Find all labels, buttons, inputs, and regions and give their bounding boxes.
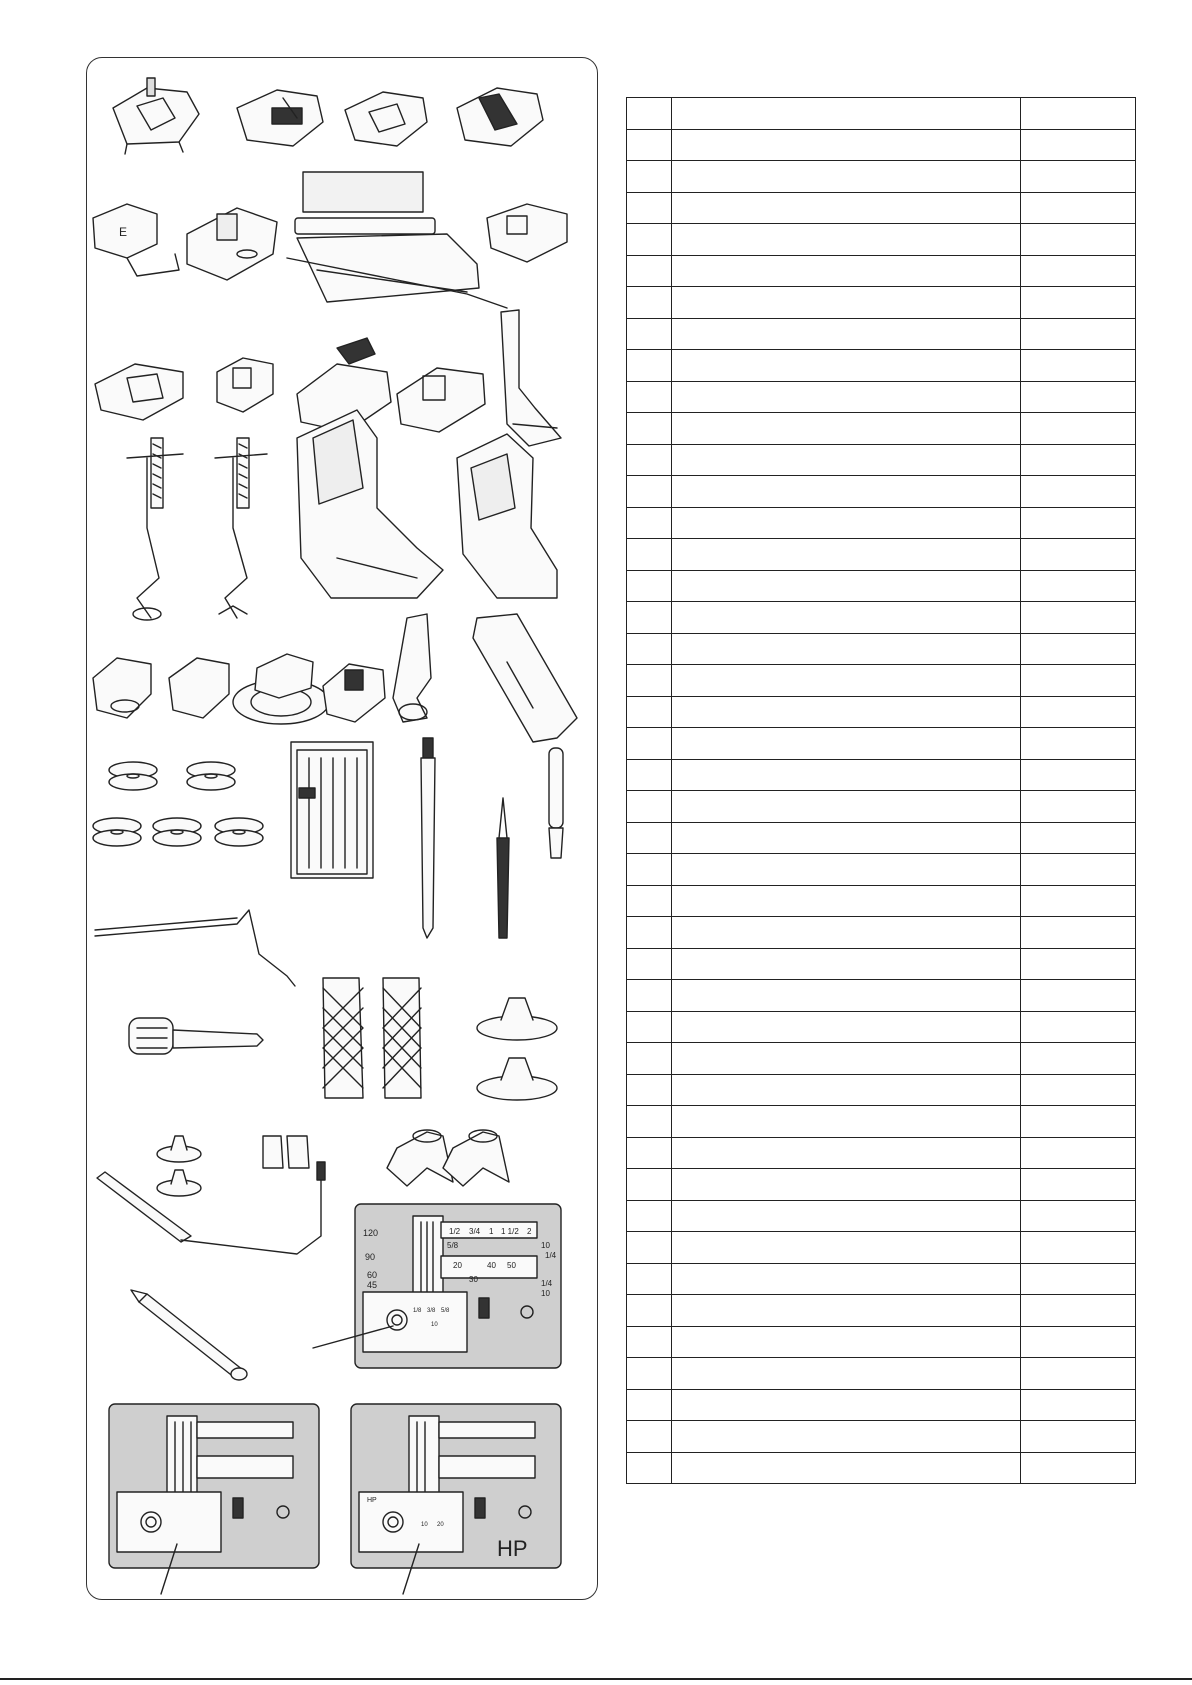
- table-cell: [1021, 192, 1136, 224]
- even-feed-foot-open-icon: [457, 434, 557, 598]
- presser-foot-n-icon: [217, 358, 273, 412]
- accessories-illustration: [87, 58, 599, 1601]
- table-cell: [672, 1421, 1021, 1453]
- table-cell: [1021, 287, 1136, 319]
- table-row: [627, 917, 1136, 949]
- table-cell: [627, 381, 672, 413]
- table-cell: [627, 444, 672, 476]
- table-cell: [627, 255, 672, 287]
- table-row: [627, 476, 1136, 508]
- table-cell: [672, 350, 1021, 382]
- insert-5-8-label: 5/8: [441, 1308, 450, 1314]
- presser-foot-small-3-icon: [323, 664, 385, 722]
- table-cell: [672, 1232, 1021, 1264]
- angle-90-label: 90: [365, 1252, 376, 1262]
- free-motion-foot-2-icon: [215, 438, 267, 618]
- table-row: [627, 1263, 1136, 1295]
- table-cell: [627, 287, 672, 319]
- table-cell: [1021, 633, 1136, 665]
- table-cell: [1021, 885, 1136, 917]
- table-cell: [1021, 1263, 1136, 1295]
- table-cell: [1021, 1074, 1136, 1106]
- presser-foot-small-1-icon: [93, 658, 151, 718]
- needle-set-icon: [291, 742, 373, 878]
- table-cell: [1021, 791, 1136, 823]
- table-row: [627, 1389, 1136, 1421]
- table-cell: [672, 696, 1021, 728]
- table-cell: [672, 854, 1021, 886]
- parts-table: [626, 97, 1136, 1484]
- right-1-4-lower-label: 1/4: [541, 1279, 553, 1288]
- number-40-label: 40: [487, 1261, 496, 1270]
- even-feed-foot-icon: [297, 410, 443, 598]
- table-cell: [627, 1200, 672, 1232]
- accessories-panel: [86, 57, 598, 1600]
- presser-foot-d-icon: [457, 88, 543, 146]
- table-row: [627, 1421, 1136, 1453]
- table-row: [627, 822, 1136, 854]
- table-row: [627, 980, 1136, 1012]
- table-cell: [1021, 413, 1136, 445]
- table-cell: [627, 539, 672, 571]
- table-row: [627, 224, 1136, 256]
- table-cell: [672, 287, 1021, 319]
- table-cell: [672, 791, 1021, 823]
- table-cell: [672, 224, 1021, 256]
- table-cell: [627, 1137, 672, 1169]
- table-row: [627, 1011, 1136, 1043]
- table-cell: [1021, 318, 1136, 350]
- presser-foot-m-icon: [237, 90, 323, 146]
- table-cell: [672, 1200, 1021, 1232]
- table-cell: [1021, 696, 1136, 728]
- table-cell: [627, 1232, 672, 1264]
- table-cell: [1021, 1358, 1136, 1390]
- table-cell: [1021, 822, 1136, 854]
- table-cell: [1021, 1011, 1136, 1043]
- table-cell: [627, 885, 672, 917]
- table-row: [627, 1326, 1136, 1358]
- table-row: [627, 1295, 1136, 1327]
- table-cell: [672, 917, 1021, 949]
- table-cell: [627, 728, 672, 760]
- table-cell: [672, 633, 1021, 665]
- table-row: [627, 287, 1136, 319]
- fraction-3-4-label: 3/4: [469, 1227, 481, 1236]
- fraction-5-8-label: 5/8: [447, 1241, 459, 1250]
- table-cell: [627, 633, 672, 665]
- table-row: [627, 444, 1136, 476]
- number-50-label: 50: [507, 1261, 516, 1270]
- table-cell: [1021, 1106, 1136, 1138]
- presser-foot-small-2-icon: [169, 658, 229, 718]
- table-row: [627, 570, 1136, 602]
- table-cell: [672, 570, 1021, 602]
- table-cell: [672, 1263, 1021, 1295]
- table-row: [627, 854, 1136, 886]
- cone-adapters-icon: [387, 1130, 509, 1186]
- table-cell: [627, 161, 672, 193]
- table-cell: [672, 948, 1021, 980]
- table-cell: [627, 1421, 672, 1453]
- zipper-foot-icon: [501, 310, 561, 446]
- table-cell: [1021, 1421, 1136, 1453]
- table-cell: [672, 507, 1021, 539]
- table-cell: [672, 759, 1021, 791]
- seam-ripper-icon: [497, 798, 509, 938]
- table-cell: [627, 980, 672, 1012]
- footer-rule: [0, 1678, 1192, 1680]
- table-cell: [627, 602, 672, 634]
- table-row: [627, 98, 1136, 130]
- presser-foot-f-icon: [187, 208, 277, 280]
- table-cell: [627, 129, 672, 161]
- insert-1-8-label: 1/8: [413, 1308, 422, 1314]
- table-row: [627, 192, 1136, 224]
- table-cell: [672, 1043, 1021, 1075]
- table-cell: [1021, 570, 1136, 602]
- table-cell: [627, 350, 672, 382]
- table-cell: [627, 1074, 672, 1106]
- table-cell: [672, 192, 1021, 224]
- table-row: [627, 885, 1136, 917]
- table-cell: [627, 507, 672, 539]
- table-cell: [672, 318, 1021, 350]
- table-cell: [672, 161, 1021, 193]
- table-cell: [1021, 539, 1136, 571]
- table-cell: [1021, 381, 1136, 413]
- table-row: [627, 665, 1136, 697]
- table-cell: [627, 1295, 672, 1327]
- presser-foot-e-icon: [93, 204, 179, 276]
- table-cell: [672, 665, 1021, 697]
- table-row: [627, 1358, 1136, 1390]
- table-row: [627, 602, 1136, 634]
- table-row: [627, 255, 1136, 287]
- table-cell: [627, 696, 672, 728]
- table-cell: [1021, 224, 1136, 256]
- table-cell: [1021, 1137, 1136, 1169]
- spool-nets-icon: [323, 978, 421, 1098]
- table-cell: [627, 1169, 672, 1201]
- table-cell: [627, 192, 672, 224]
- table-row: [627, 948, 1136, 980]
- table-cell: [1021, 1232, 1136, 1264]
- table-cell: [627, 948, 672, 980]
- table-cell: [1021, 980, 1136, 1012]
- spool-pin-felts-icon: [263, 1136, 309, 1168]
- right-10-lower-label: 10: [541, 1289, 550, 1298]
- number-20-label: 20: [453, 1261, 462, 1270]
- angle-60-label: 60: [367, 1270, 378, 1280]
- table-cell: [1021, 1200, 1136, 1232]
- table-cell: [672, 444, 1021, 476]
- table-cell: [1021, 98, 1136, 130]
- table-row: [627, 318, 1136, 350]
- table-cell: [627, 1011, 672, 1043]
- right-10-label: 10: [541, 1241, 550, 1250]
- table-row: [627, 350, 1136, 382]
- table-cell: [627, 224, 672, 256]
- table-row: [627, 129, 1136, 161]
- table-cell: [672, 1106, 1021, 1138]
- knee-lifter-icon: [97, 1162, 325, 1254]
- table-cell: [627, 476, 672, 508]
- table-cell: [672, 885, 1021, 917]
- touch-pen-icon: [131, 1290, 247, 1380]
- parts-table-body: [627, 98, 1136, 1484]
- table-cell: [627, 1389, 672, 1421]
- table-cell: [1021, 1295, 1136, 1327]
- table-cell: [1021, 350, 1136, 382]
- svg-text:E: E: [119, 225, 128, 239]
- needle-plate-straight-icon: [109, 1404, 319, 1594]
- table-row: [627, 1452, 1136, 1484]
- table-cell: [672, 1295, 1021, 1327]
- table-cell: [672, 381, 1021, 413]
- slide-plate-icon: [473, 614, 577, 742]
- needle-plate-hp-icon: [351, 1404, 561, 1594]
- table-row: [627, 696, 1136, 728]
- lint-brush-icon: [421, 738, 435, 938]
- table-row: [627, 1074, 1136, 1106]
- spool-holders-small-icon: [157, 1136, 201, 1196]
- table-cell: [672, 129, 1021, 161]
- insert-3-8-label: 3/8: [427, 1308, 436, 1314]
- table-cell: [627, 917, 672, 949]
- table-row: [627, 791, 1136, 823]
- table-cell: [1021, 1169, 1136, 1201]
- number-30-label: 30: [469, 1275, 478, 1284]
- automatic-buttonhole-foot-icon: [287, 172, 507, 308]
- table-row: [627, 1137, 1136, 1169]
- table-cell: [672, 822, 1021, 854]
- table-cell: [1021, 665, 1136, 697]
- open-toe-foot-icon: [393, 614, 431, 722]
- table-cell: [672, 1011, 1021, 1043]
- table-cell: [672, 728, 1021, 760]
- table-cell: [672, 98, 1021, 130]
- table-cell: [627, 570, 672, 602]
- table-cell: [1021, 476, 1136, 508]
- needle-plate-standard-icon: [313, 1204, 561, 1368]
- spool-holders-large-icon: [477, 998, 557, 1100]
- table-cell: [1021, 1389, 1136, 1421]
- table-cell: [627, 1326, 672, 1358]
- bobbins-icon: [93, 762, 263, 846]
- table-cell: [1021, 507, 1136, 539]
- table-cell: [672, 1452, 1021, 1484]
- table-cell: [627, 318, 672, 350]
- angle-120-label: 120: [363, 1228, 379, 1238]
- hp-insert-10-label: 10: [421, 1522, 428, 1528]
- table-row: [627, 759, 1136, 791]
- table-cell: [627, 759, 672, 791]
- table-cell: [627, 1043, 672, 1075]
- table-row: [627, 381, 1136, 413]
- table-cell: [1021, 1043, 1136, 1075]
- table-cell: [627, 1106, 672, 1138]
- table-row: [627, 728, 1136, 760]
- table-cell: [1021, 602, 1136, 634]
- quilting-guide-bar-icon: [95, 910, 295, 986]
- table-cell: [672, 476, 1021, 508]
- table-cell: [672, 539, 1021, 571]
- table-row: [627, 161, 1136, 193]
- presser-foot-s-icon: [397, 368, 485, 432]
- table-cell: [627, 1452, 672, 1484]
- table-cell: [627, 413, 672, 445]
- hp-mark-label: HP: [497, 1536, 528, 1561]
- table-cell: [1021, 759, 1136, 791]
- table-cell: [672, 1169, 1021, 1201]
- table-row: [627, 1232, 1136, 1264]
- table-cell: [1021, 255, 1136, 287]
- fraction-2-label: 2: [527, 1227, 532, 1236]
- table-cell: [672, 413, 1021, 445]
- table-row: [627, 1200, 1136, 1232]
- table-cell: [672, 255, 1021, 287]
- fraction-1-1-2-label: 1 1/2: [501, 1227, 519, 1236]
- table-cell: [1021, 728, 1136, 760]
- table-cell: [1021, 854, 1136, 886]
- fraction-1-2-label: 1/2: [449, 1227, 461, 1236]
- table-cell: [672, 980, 1021, 1012]
- presser-foot-o-icon: [95, 364, 183, 420]
- right-1-4-label: 1/4: [545, 1251, 557, 1260]
- hp-insert-20-label: 20: [437, 1522, 444, 1528]
- table-cell: [1021, 161, 1136, 193]
- table-cell: [627, 1358, 672, 1390]
- table-cell: [627, 665, 672, 697]
- table-cell: [672, 1326, 1021, 1358]
- fraction-1-label: 1: [489, 1227, 494, 1236]
- circular-foot-icon: [233, 654, 329, 724]
- table-cell: [1021, 129, 1136, 161]
- screwdriver-icon: [129, 1018, 263, 1054]
- table-row: [627, 413, 1136, 445]
- table-row: [627, 1169, 1136, 1201]
- table-cell: [672, 1137, 1021, 1169]
- table-cell: [672, 1389, 1021, 1421]
- table-row: [627, 507, 1136, 539]
- table-cell: [627, 1263, 672, 1295]
- table-cell: [672, 602, 1021, 634]
- free-motion-foot-1-icon: [127, 438, 183, 620]
- presser-foot-g-icon: [487, 204, 567, 262]
- screwdriver-small-icon: [549, 748, 563, 858]
- table-cell: [1021, 444, 1136, 476]
- table-cell: [627, 854, 672, 886]
- table-cell: [1021, 1452, 1136, 1484]
- table-row: [627, 633, 1136, 665]
- presser-foot-c-icon: [345, 92, 427, 146]
- table-cell: [672, 1358, 1021, 1390]
- table-cell: [672, 1074, 1021, 1106]
- table-cell: [1021, 1326, 1136, 1358]
- presser-foot-a-icon: [113, 78, 199, 154]
- angle-45-label: 45: [367, 1280, 378, 1290]
- table-row: [627, 539, 1136, 571]
- table-cell: [627, 822, 672, 854]
- table-row: [627, 1043, 1136, 1075]
- table-row: [627, 1106, 1136, 1138]
- table-cell: [627, 98, 672, 130]
- table-cell: [1021, 948, 1136, 980]
- insert-10-label: 10: [431, 1322, 438, 1328]
- table-cell: [627, 791, 672, 823]
- hp-insert-label: HP: [367, 1497, 377, 1504]
- table-cell: [1021, 917, 1136, 949]
